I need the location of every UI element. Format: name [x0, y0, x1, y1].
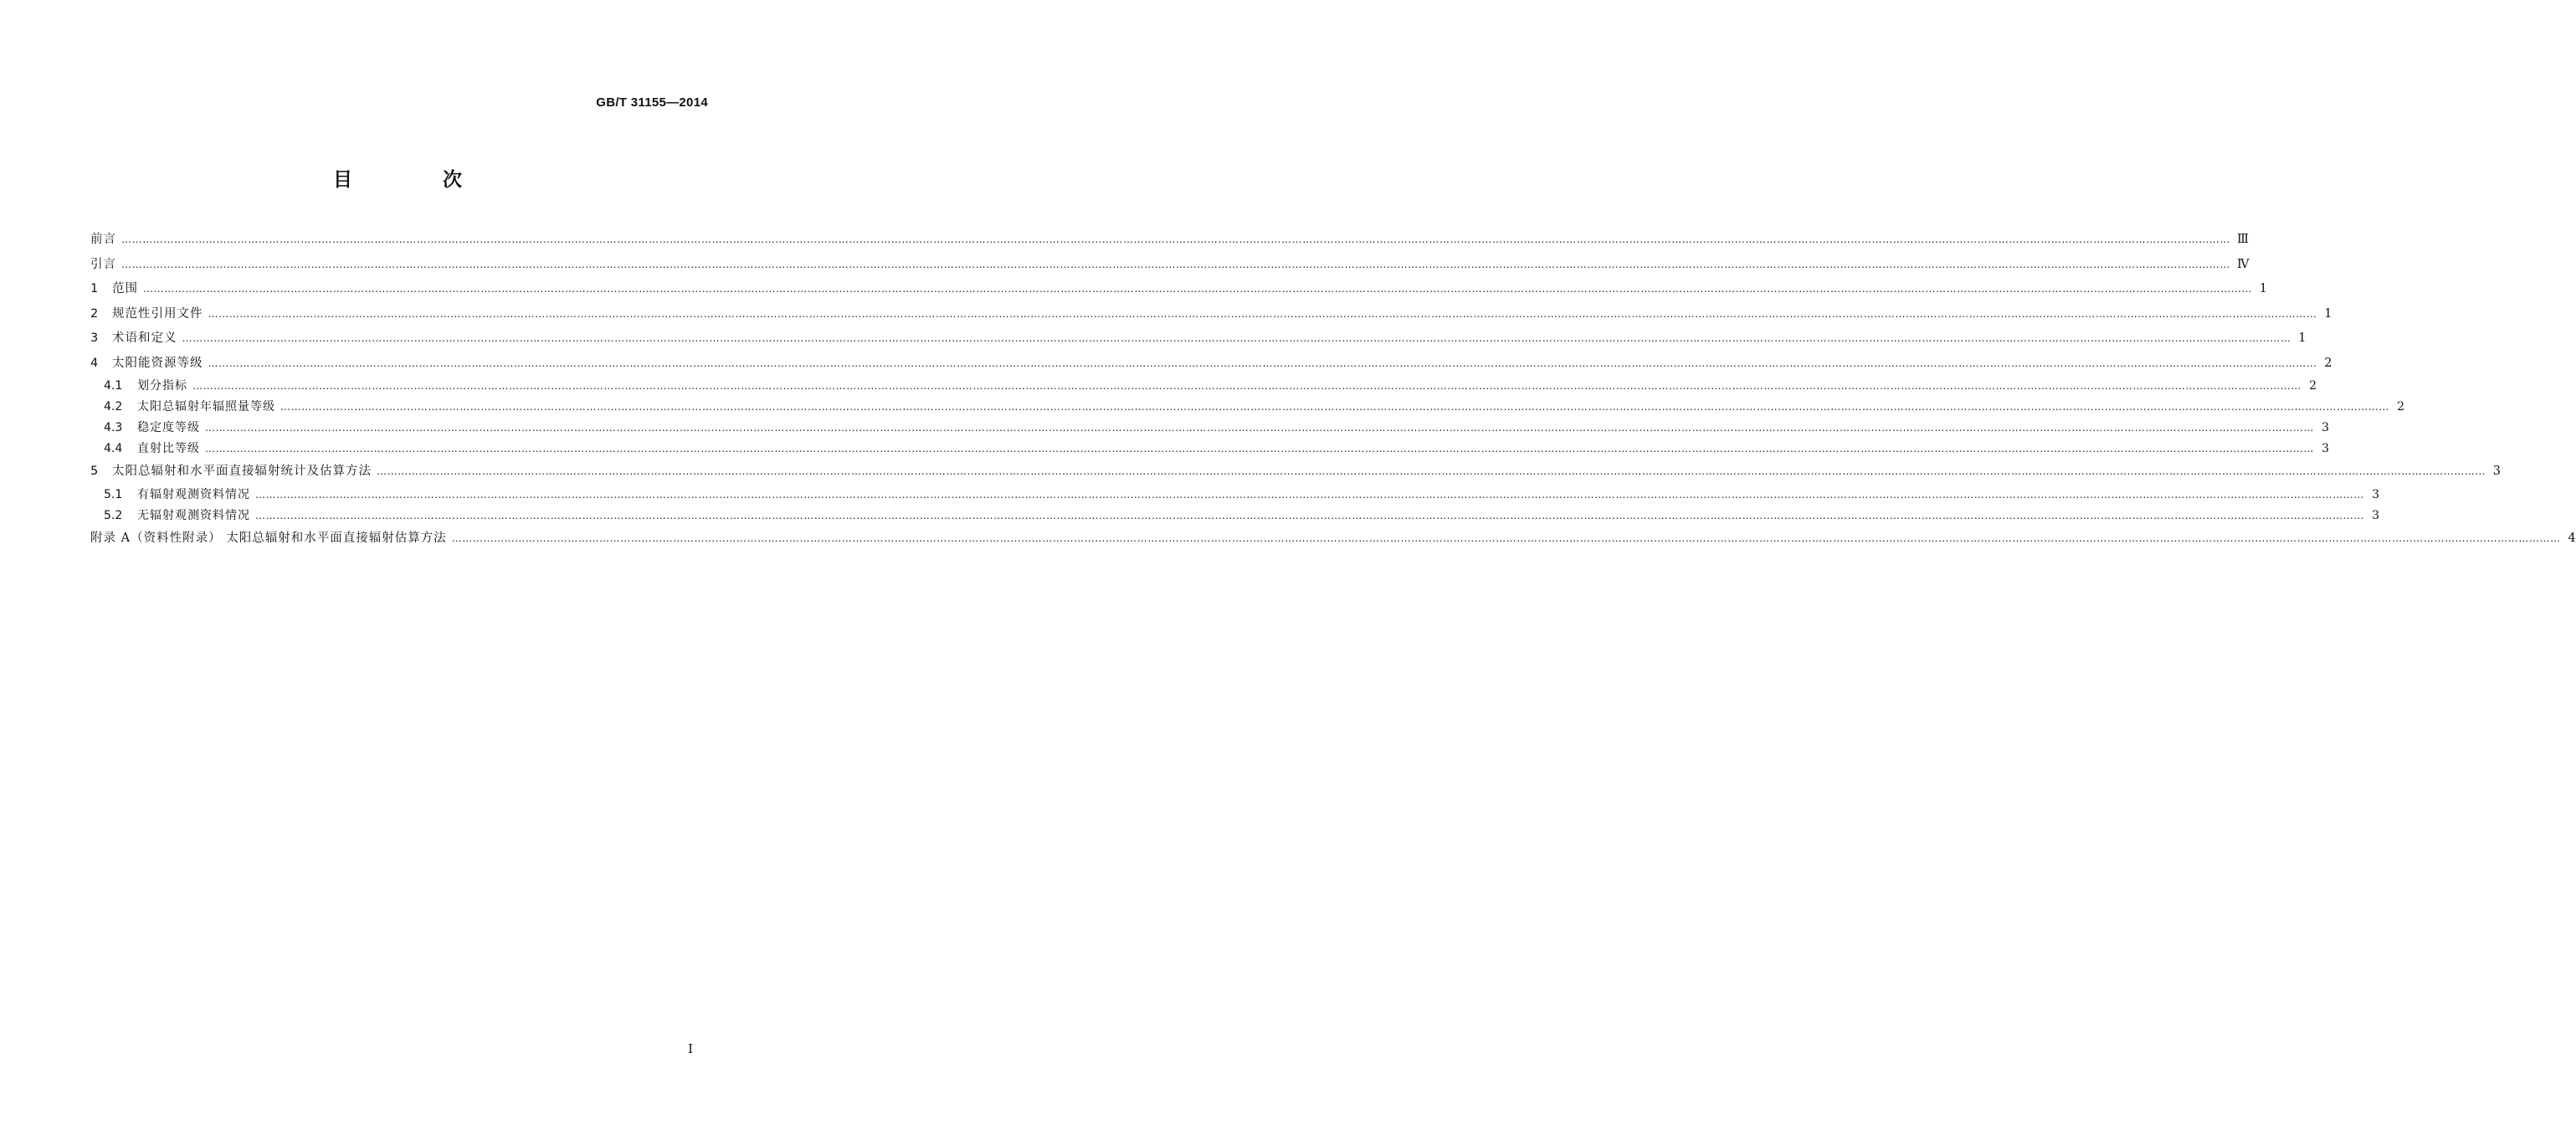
toc-entry-page: 3: [2322, 421, 2329, 434]
toc-entry[interactable]: [90, 253, 2250, 278]
page-title: 目 次: [332, 169, 504, 191]
toc-entry[interactable]: [90, 397, 2404, 418]
toc-dot-leader: ……………………………………………………………………………………………………………………………………………………………………………………………………………………………………………………………………………………………………………………………………………………………………………………………………………………………………………………………………………………………………………………………………………………: [451, 532, 2561, 544]
toc-dot-leader: ……………………………………………………………………………………………………………………………………………………………………………………………………………………………………………………………………………………………………………………………………………………………………………………………………………………………………………………………………………………………………………………………………………………: [205, 422, 2314, 434]
toc-entry-label: 有辐射观测资料情况: [137, 487, 250, 501]
toc-entry-label: 附录 A（资料性附录） 太阳总辐射和水平面直接辐射估算方法: [90, 531, 447, 545]
toc-entry-number: 3: [90, 331, 99, 345]
toc-entry-page: Ⅳ: [2237, 257, 2250, 271]
toc-entry-page: Ⅲ: [2237, 233, 2249, 246]
toc-entry-number: 5.1: [104, 487, 123, 501]
toc-entry[interactable]: [90, 376, 2317, 397]
toc-entry-page: 3: [2492, 465, 2501, 478]
toc-entry[interactable]: [90, 439, 2329, 460]
toc-entry[interactable]: [90, 527, 2576, 552]
toc-dot-leader: ……………………………………………………………………………………………………………………………………………………………………………………………………………………………………………………………………………………………………………………………………………………………………………………………………………………………………………………………………………………………………………………………………………………: [280, 401, 2389, 413]
toc-dot-leader: ……………………………………………………………………………………………………………………………………………………………………………………………………………………………………………………………………………………………………………………………………………………………………………………………………………………………………………………………………………………………………………………………………………………: [121, 258, 2230, 270]
toc-dot-leader: ……………………………………………………………………………………………………………………………………………………………………………………………………………………………………………………………………………………………………………………………………………………………………………………………………………………………………………………………………………………………………………………………………………………: [121, 234, 2230, 245]
toc-dot-leader: ……………………………………………………………………………………………………………………………………………………………………………………………………………………………………………………………………………………………………………………………………………………………………………………………………………………………………………………………………………………………………………………………………………………: [208, 307, 2317, 320]
toc-entry-number: 5: [90, 465, 99, 478]
toc-entry[interactable]: [90, 228, 2249, 253]
toc-entry[interactable]: [90, 326, 2307, 352]
toc-entry[interactable]: [90, 418, 2329, 439]
toc-entry-page: 2: [2324, 356, 2332, 370]
toc-entry-label: 太阳总辐射和水平面直接辐射统计及估算方法: [112, 465, 372, 478]
toc-dot-leader: ……………………………………………………………………………………………………………………………………………………………………………………………………………………………………………………………………………………………………………………………………………………………………………………………………………………………………………………………………………………………………………………………………………………: [208, 357, 2317, 369]
toc-entry-number: 1: [90, 282, 99, 295]
toc-entry-page: 2: [2397, 400, 2404, 414]
toc-entry[interactable]: [90, 460, 2501, 485]
toc-entry-label: 引言: [90, 257, 116, 271]
toc-entry[interactable]: [90, 352, 2332, 377]
toc-entry-page: 1: [2324, 306, 2332, 321]
toc-entry-number: 5.2: [104, 508, 123, 522]
toc-dot-leader: ……………………………………………………………………………………………………………………………………………………………………………………………………………………………………………………………………………………………………………………………………………………………………………………………………………………………………………………………………………………………………………………………………………………: [205, 443, 2314, 455]
toc-entry-label: 太阳总辐射年辐照量等级: [137, 400, 275, 414]
toc-entry-number: 4.2: [104, 400, 123, 414]
toc-entry-label: 直射比等级: [137, 442, 200, 455]
toc-entry-label: 术语和定义: [112, 331, 177, 345]
toc-dot-leader: ……………………………………………………………………………………………………………………………………………………………………………………………………………………………………………………………………………………………………………………………………………………………………………………………………………………………………………………………………………………………………………………………………………………: [182, 332, 2291, 344]
toc-entry-label: 太阳能资源等级: [112, 356, 203, 370]
toc-entry-page: 3: [2322, 442, 2329, 455]
page-number: I: [688, 1041, 693, 1056]
toc-dot-leader: ……………………………………………………………………………………………………………………………………………………………………………………………………………………………………………………………………………………………………………………………………………………………………………………………………………………………………………………………………………………………………………………………………………………: [255, 488, 2364, 501]
table-of-contents: [90, 228, 2576, 551]
toc-dot-leader: ……………………………………………………………………………………………………………………………………………………………………………………………………………………………………………………………………………………………………………………………………………………………………………………………………………………………………………………………………………………………………………………………………………………: [377, 465, 2486, 477]
toc-entry-page: 3: [2372, 487, 2379, 501]
toc-entry[interactable]: [90, 277, 2267, 302]
toc-entry[interactable]: [90, 506, 2379, 527]
toc-entry-label: 范围: [112, 282, 138, 295]
toc-entry-number: 4: [90, 356, 99, 370]
toc-entry-label: 前言: [90, 233, 116, 246]
toc-entry-number: 2: [90, 306, 99, 321]
toc-entry-page: 1: [2259, 282, 2267, 295]
toc-dot-leader: ……………………………………………………………………………………………………………………………………………………………………………………………………………………………………………………………………………………………………………………………………………………………………………………………………………………………………………………………………………………………………………………………………………………: [192, 380, 2301, 392]
toc-entry-page: 2: [2309, 379, 2317, 393]
toc-entry-label: 稳定度等级: [137, 421, 200, 434]
standard-number: GB/T 31155—2014: [596, 95, 708, 110]
toc-entry[interactable]: [90, 485, 2379, 506]
toc-entry-label: 规范性引用文件: [112, 306, 203, 321]
toc-entry-number: 4.4: [104, 442, 123, 455]
toc-entry-page: 1: [2298, 331, 2307, 345]
toc-entry-number: 4.3: [104, 421, 123, 434]
toc-entry-page: 3: [2372, 508, 2379, 522]
toc-entry-label: 无辐射观测资料情况: [137, 508, 250, 522]
toc-dot-leader: ……………………………………………………………………………………………………………………………………………………………………………………………………………………………………………………………………………………………………………………………………………………………………………………………………………………………………………………………………………………………………………………………………………………: [255, 509, 2364, 521]
toc-entry-label: 划分指标: [137, 379, 187, 393]
toc-dot-leader: ……………………………………………………………………………………………………………………………………………………………………………………………………………………………………………………………………………………………………………………………………………………………………………………………………………………………………………………………………………………………………………………………………………………: [143, 283, 2252, 295]
toc-entry-page: 4: [2568, 531, 2576, 545]
toc-entry-number: 4.1: [104, 379, 123, 393]
toc-entry[interactable]: [90, 302, 2332, 327]
